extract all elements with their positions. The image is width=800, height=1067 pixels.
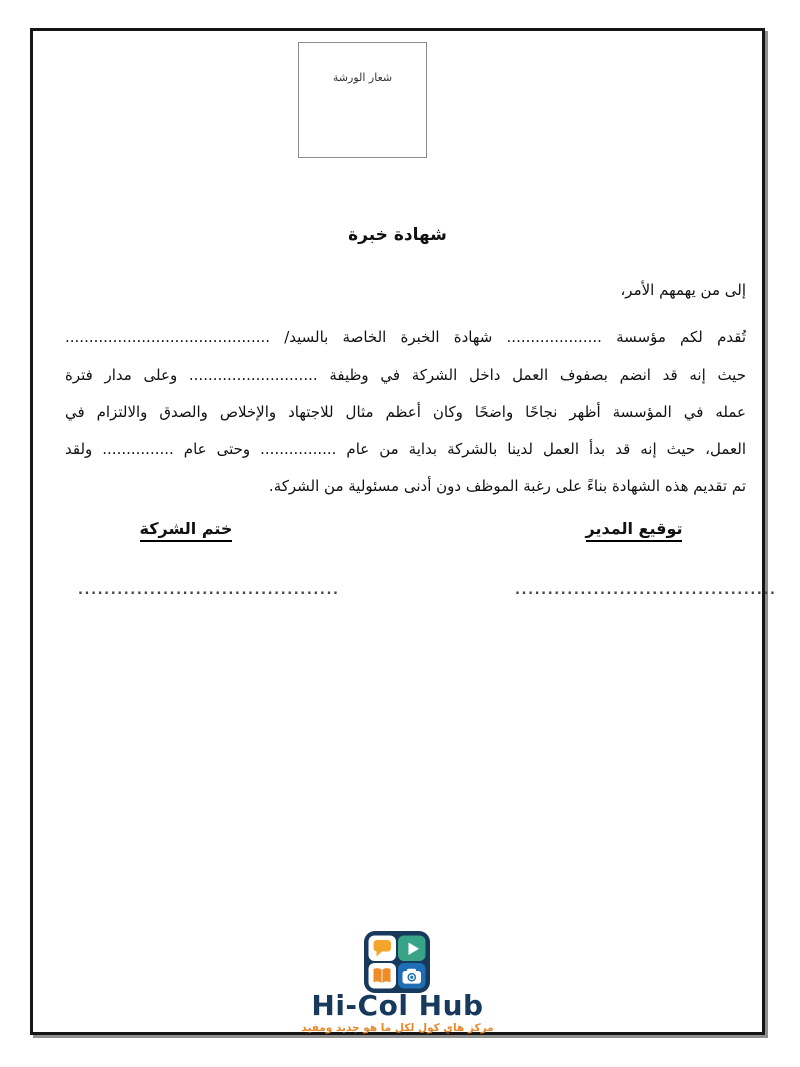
company-stamp-label-text: ختم الشركة [140, 519, 233, 542]
manager-signature-label-text: توقيع المدير [586, 519, 683, 542]
manager-signature-dots: ........................................ [515, 583, 777, 598]
brand-tagline: مركز هاي كول لكل ما هو جديد ومفيد [301, 1022, 494, 1034]
brand-logo-icon [364, 931, 430, 993]
company-stamp-dots: ........................................ [78, 583, 340, 598]
logo-placeholder-box [298, 42, 427, 158]
body-line: تم تقديم هذه الشهادة بناءً على رغبة الموظف دون أدنى مسئولية من الشركة. [268, 477, 746, 495]
page-frame [30, 28, 777, 1035]
company-stamp-label [86, 519, 286, 542]
camera-icon [403, 969, 422, 984]
certificate-title: شهادة خبرة [348, 225, 447, 245]
brand-name: Hi-Col Hub [311, 989, 484, 1022]
manager-signature-label [534, 519, 734, 542]
body-line: عمله في المؤسسة أظهر نجاحًا واضحًا وكان أعظم مثال للاجتهاد والإخلاص والصدق والالتزام في [65, 403, 746, 421]
body-line: تُقدم لكم مؤسسة .................... شهادة الخبرة الخاصة بالسيد/ ........................................... [65, 328, 746, 346]
salutation-line: إلى من يهمهم الأمر، [620, 281, 746, 299]
logo-placeholder-label: شعار الورشة [332, 71, 393, 84]
body-line: حيث إنه قد انضم بصفوف العمل داخل الشركة في وظيفة ........................... وعلى مدار فترة [65, 366, 746, 384]
body-line: العمل، حيث إنه قد بدأ العمل لدينا بالشركة بداية من عام ................ وحتى عام ............... ولقد [65, 440, 746, 458]
